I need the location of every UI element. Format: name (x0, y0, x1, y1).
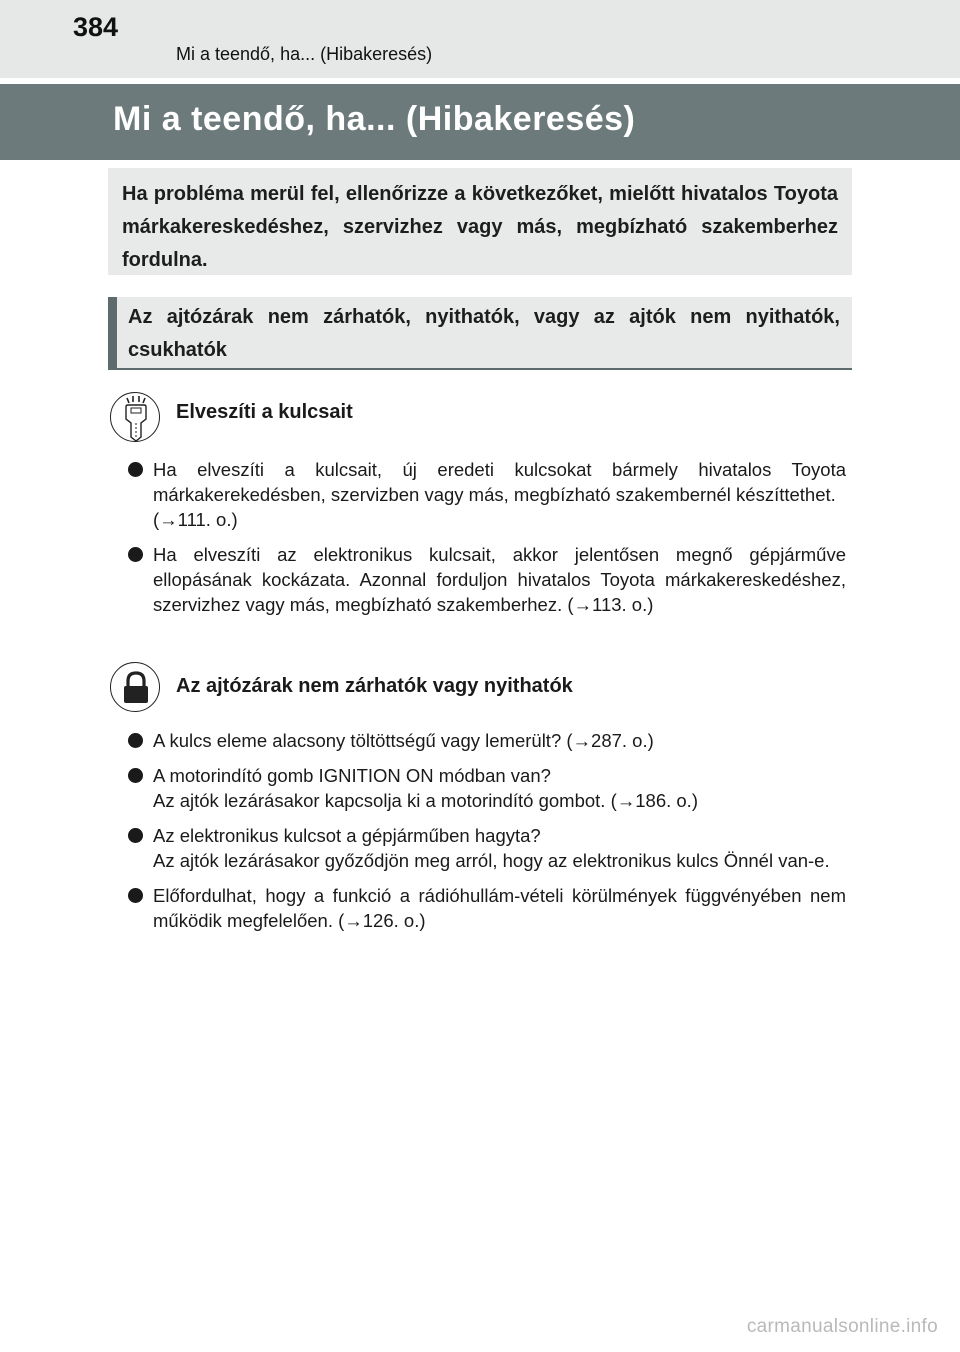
list-item (128, 542, 846, 617)
running-head: Mi a teendő, ha... (Hibakeresés) (176, 44, 433, 64)
watermark: carmanualsonline.info (746, 1316, 938, 1337)
list-item (128, 728, 846, 753)
bullet-icon (128, 888, 143, 903)
group-heading-locks: Az ajtózárak nem zárhatók vagy nyithatók (176, 675, 573, 697)
lock-icon (110, 662, 160, 712)
item-text: Ha elveszíti a kulcsait, új eredeti kulcsokat bármely hivatalos Toyota márkakerekedésben, szervizben vagy más, megbízható szakembernél készíttethet. (153, 459, 846, 505)
page-number: 384 (73, 12, 119, 42)
item-text-secondary: Az ajtók lezárásakor kapcsolja ki a motorindító gombot. (→186. o.) (153, 790, 698, 811)
list-lost-keys (128, 457, 846, 617)
key-icon (110, 392, 160, 442)
bullet-icon (128, 462, 143, 477)
list-item (128, 457, 846, 532)
header-strip (0, 0, 960, 78)
bullet-icon (128, 828, 143, 843)
section-heading-box (108, 297, 852, 370)
bullet-icon (128, 733, 143, 748)
list-item (128, 823, 846, 873)
intro-text: Ha probléma merül fel, ellenőrizze a következőket, mielőtt hivatalos Toyota márkakereskedéshez, szervizhez vagy más, megbízható szakemberhez fordulna. (122, 183, 838, 271)
item-text: A motorindító gomb IGNITION ON módban van? (153, 765, 551, 786)
item-text-secondary: Az ajtók lezárásakor győződjön meg arról, hogy az elektronikus kulcs Önnél van-e. (153, 850, 830, 871)
page-reference: (→111. o.) (153, 509, 238, 530)
item-text: A kulcs eleme alacsony töltöttségű vagy lemerült? (→287. o.) (153, 730, 654, 751)
page-title: Mi a teendő, ha... (Hibakeresés) (113, 100, 636, 138)
bullet-icon (128, 768, 143, 783)
list-locks (128, 728, 846, 933)
list-item (128, 763, 846, 813)
item-text: Előfordulhat, hogy a funkció a rádióhullám-vételi körülmények függvényében nem működik megfelelően. (→126. o.) (153, 885, 846, 931)
bullet-icon (128, 547, 143, 562)
group-heading-lost-keys: Elveszíti a kulcsait (176, 401, 353, 423)
item-text: Ha elveszíti az elektronikus kulcsait, akkor jelentősen megnő gépjárműve ellopásának kockázata. Azonnal forduljon hivatalos Toyota márkakereskedéshez, szervizhez vagy más, megbízható szakemberhez. (→113. o.) (153, 544, 846, 615)
section-heading: Az ajtózárak nem zárhatók, nyithatók, vagy az ajtók nem nyithatók, csukhatók (128, 306, 840, 361)
list-item (128, 883, 846, 933)
intro-box (108, 168, 852, 275)
item-text: Az elektronikus kulcsot a gépjárműben hagyta? (153, 825, 541, 846)
